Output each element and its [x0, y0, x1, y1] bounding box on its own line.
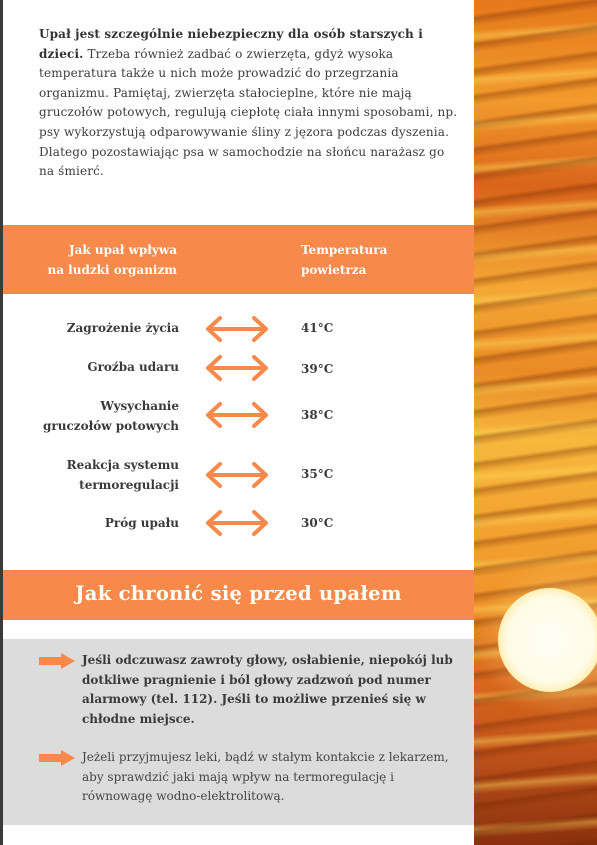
double-arrow-icon: [204, 400, 270, 430]
row-temp: 35°C: [301, 467, 334, 481]
row-label-line1: Wysychanie: [100, 399, 179, 413]
row-label-line2: termoregulacji: [79, 478, 179, 492]
header-temperature-line2: powietrza: [301, 262, 367, 277]
intro-paragraph: [39, 25, 459, 182]
row-label: [23, 513, 179, 533]
header-effect-line1: Jak upał wpływa: [68, 243, 177, 257]
tip-medication: Jeżeli przyjmujesz leki, bądź w stałym kontakcie z lekarzem, aby sprawdzić jaki mają wpływ na termoregulację i równowagę wodno-elektrolitową.: [82, 750, 449, 804]
double-arrow-icon: [204, 314, 270, 344]
row-label-line1: Groźba udaru: [87, 360, 179, 374]
intro-bold: Upał jest szczególnie niebezpieczny dla osób starszych i dzieci.: [39, 27, 423, 61]
sun: [498, 588, 597, 692]
row-label: [23, 318, 179, 338]
row-temp: 38°C: [301, 408, 334, 422]
header-effect-line2: na ludzki organizm: [47, 262, 177, 277]
double-arrow-icon: [204, 353, 270, 383]
arrow-right-icon: [39, 653, 75, 669]
row-label: [23, 396, 179, 436]
double-arrow-icon: [204, 460, 270, 490]
row-temp: 41°C: [301, 321, 334, 335]
header-temperature-line1: Temperatura: [301, 243, 388, 257]
section-title: Jak chronić się przed upałem: [75, 582, 402, 605]
tips-box: [3, 639, 474, 825]
tip-urgent: Jeśli odczuwasz zawroty głowy, osłabienie, niepokój lub dotkliwe pragnienie i ból głowy zadzwoń pod numer alarmowy (tel. 112). Jeśli to możliwe przenieś się w chłodne miejsce.: [82, 653, 453, 727]
row-label: [23, 455, 179, 495]
row-label-line1: Zagrożenie życia: [66, 321, 179, 335]
header-effect: [47, 241, 177, 280]
row-label-line1: Próg upału: [104, 516, 179, 530]
row-temp: 39°C: [301, 362, 334, 376]
table-header: [3, 225, 474, 294]
section-header: [3, 570, 474, 620]
intro-text: Trzeba również zadbać o zwierzęta, gdyż wysoka temperatura także u nich może prowadzić do przegrzania organizmu. Pamiętaj, zwierzęta stałocieplne, które nie mają gruczołów potowych, regulują ciepłotę ciała innymi sposobami, np. psy wykorzystują odparowywanie śliny z jęzora podczas dyszenia. Dlatego pozostawiając psa w samochodzie na słońcu narażasz go na śmierć.: [39, 46, 458, 179]
header-temperature: [301, 241, 421, 280]
row-label: [23, 357, 179, 377]
double-arrow-icon: [204, 508, 270, 538]
arrow-right-icon: [39, 750, 75, 766]
row-temp: 30°C: [301, 516, 334, 530]
row-label-line1: Reakcja systemu: [66, 458, 179, 472]
row-label-line2: gruczołów potowych: [43, 419, 179, 433]
page: [3, 0, 474, 845]
